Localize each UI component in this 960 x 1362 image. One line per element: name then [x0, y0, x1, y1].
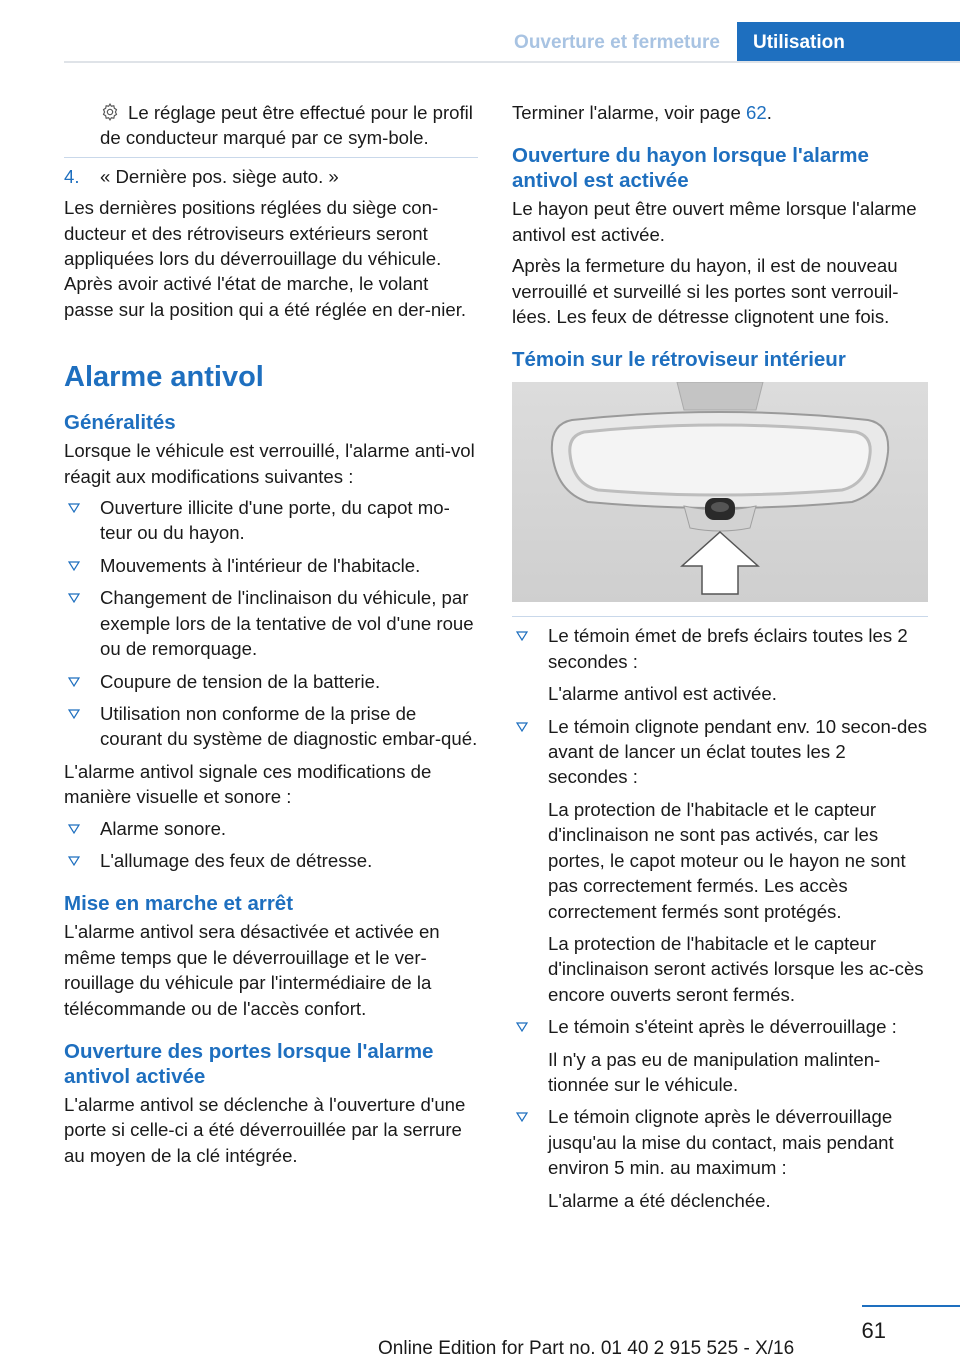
- heading-on-off: Mise en marche et arrêt: [64, 892, 294, 916]
- list-item-text: Ouverture illicite d'une porte, du capot mo-teur ou du hayon.: [100, 497, 450, 544]
- gear-note: [64, 100, 478, 151]
- footer-edition-text: Online Edition for Part no. 01 40 2 915 525 - X/16: [378, 1338, 795, 1359]
- header-rule: [64, 61, 960, 63]
- list-item-subtext: La protection de l'habitacle et le capteur d'inclinaison ne sont pas activés, car les portes, le capot moteur ou le hayon ne sont pas correctement fermés. Les accès correctement fermés sont protégés.: [548, 798, 906, 922]
- list-item: [512, 1014, 928, 1097]
- paragraph-tailgate-2: Après la fermeture du hayon, il est de nouveau verrouillé et surveillé si les portes sont verrouil-lées. Les feux de détresse clignotent une fois.: [512, 255, 899, 328]
- footer-rule: [862, 1305, 960, 1307]
- page-link[interactable]: 62: [746, 102, 767, 123]
- triangle-bullet-icon: [516, 722, 528, 732]
- paragraph-last-positions: Les dernières positions réglées du siège con-ducteur et des rétroviseurs extérieurs seront appliquées lors du déverrouillage du véhicule. Après avoir activé l'état de marche, le volant passe sur la position qui a été réglée en der-nier.: [64, 197, 467, 320]
- triangle-bullet-icon: [68, 677, 80, 687]
- triangle-bullet-icon: [516, 1112, 528, 1122]
- header-section-title: Ouverture et fermeture: [514, 32, 720, 53]
- list-indicator-states: [512, 623, 928, 1213]
- left-column: [64, 100, 478, 1174]
- triangle-bullet-icon: [68, 824, 80, 834]
- paragraph-signal: L'alarme antivol signale ces modifications de manière visuelle et sonore :: [64, 760, 432, 808]
- paragraph-tailgate-1: Le hayon peut être ouvert même lorsque l'alarme antivol est activée.: [512, 198, 917, 245]
- paragraph-door-opening: L'alarme antivol se déclenche à l'ouverture d'une porte si celle-ci a été déverrouillée par la serrure au moyen de la clé intégrée.: [64, 1093, 466, 1166]
- list-item: [64, 669, 478, 694]
- end-alarm-punct: .: [766, 102, 772, 123]
- heading-tailgate: Ouverture du hayon lorsque l'alarme antivol est activée: [512, 144, 869, 193]
- heading-general: Généralités: [64, 411, 176, 435]
- list-item-text: Mouvements à l'intérieur de l'habitacle.: [100, 554, 421, 576]
- heading-door-opening: Ouverture des portes lorsque l'alarme antivol activée: [64, 1039, 434, 1088]
- divider: [64, 157, 478, 158]
- list-item-subtext: L'alarme a été déclenchée.: [548, 1189, 771, 1211]
- list-item: [64, 495, 478, 546]
- list-item: [512, 714, 928, 1007]
- triangle-bullet-icon: [68, 561, 80, 571]
- list-modifications: [64, 495, 478, 752]
- list-item: [64, 701, 478, 752]
- list-item: [512, 623, 928, 706]
- list-item: [64, 816, 478, 841]
- list-item: [64, 848, 478, 873]
- paragraph-general: Lorsque le véhicule est verrouillé, l'alarme anti-vol réagit aux modifications suivantes :: [64, 440, 475, 487]
- item-text: « Dernière pos. siège auto. »: [100, 165, 339, 187]
- item-number: 4.: [64, 165, 80, 187]
- triangle-bullet-icon: [68, 856, 80, 866]
- triangle-bullet-icon: [68, 709, 80, 719]
- chapter-title: Alarme antivol: [64, 361, 264, 394]
- triangle-bullet-icon: [68, 503, 80, 513]
- divider: [512, 616, 928, 617]
- list-item-text: Changement de l'inclinaison du véhicule, par exemple lors de la tentative de vol d'une roue ou de remorquage.: [100, 587, 474, 660]
- rearview-mirror-illustration: [512, 382, 928, 602]
- list-signals: [64, 816, 478, 874]
- gear-note-text: Le réglage peut être effectué pour le profil de conducteur marqué par ce sym-bole.: [100, 102, 473, 149]
- triangle-bullet-icon: [68, 593, 80, 603]
- list-item-text: Coupure de tension de la batterie.: [100, 670, 381, 692]
- list-item-subtext: L'alarme antivol est activée.: [548, 683, 777, 705]
- gear-icon: [100, 102, 120, 122]
- triangle-bullet-icon: [516, 1022, 528, 1032]
- list-item-subtext: Il n'y a pas eu de manipulation malinten-tionnée sur le véhicule.: [548, 1048, 881, 1095]
- paragraph-on-off: L'alarme antivol sera désactivée et activée en même temps que le déverrouillage et le ver-rouillage du véhicule par l'intermédiaire de la télécommande ou de l'accès confort.: [64, 921, 440, 1019]
- list-item-text: Le témoin s'éteint après le déverrouillage :: [548, 1016, 897, 1038]
- end-alarm-text: Terminer l'alarme, voir page: [512, 102, 746, 123]
- header-chapter-tab: Utilisation: [737, 22, 960, 63]
- list-item: [512, 1104, 928, 1213]
- list-item-text: Le témoin clignote après le déverrouillage jusqu'au la mise du contact, mais pendant environ 5 min. au maximum :: [548, 1106, 894, 1179]
- list-item-text: Alarme sonore.: [100, 817, 227, 839]
- list-item-text: Le témoin émet de brefs éclairs toutes les 2 secondes :: [548, 625, 908, 672]
- list-item: [64, 553, 478, 578]
- triangle-bullet-icon: [516, 631, 528, 641]
- page-number: 61: [861, 1318, 886, 1343]
- heading-indicator: Témoin sur le rétroviseur intérieur: [512, 348, 846, 372]
- paragraph-end-alarm: [512, 100, 928, 125]
- list-item-subtext: La protection de l'habitacle et le capteur d'inclinaison seront activés lorsque les ac-cès encore ouverts seront fermés.: [548, 932, 924, 1005]
- right-column: [512, 100, 928, 1220]
- numbered-item-4: [64, 164, 478, 189]
- list-item-text: Utilisation non conforme de la prise de courant du système de diagnostic embar-qué.: [100, 702, 478, 750]
- list-item-text: Le témoin clignote pendant env. 10 secon-des avant de lancer un éclat toutes les 2 secondes :: [548, 715, 928, 788]
- list-item-text: L'allumage des feux de détresse.: [100, 849, 373, 871]
- list-item: [64, 585, 478, 661]
